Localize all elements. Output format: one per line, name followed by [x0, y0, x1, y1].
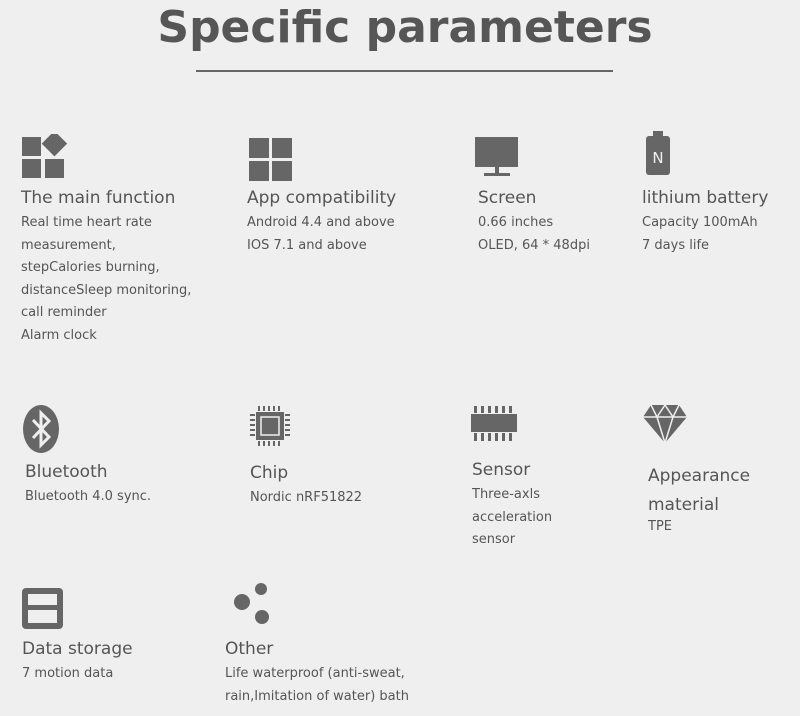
storage-icon	[22, 588, 64, 630]
svg-text:N: N	[652, 149, 664, 167]
sensor-icon	[471, 406, 519, 442]
chip-icon	[250, 406, 290, 446]
param-name: Appearance material	[648, 466, 751, 515]
param-desc: 0.66 inches OLED, 64 * 48dpi	[478, 215, 590, 253]
param-desc: Android 4.4 and above IOS 7.1 and above	[247, 215, 395, 253]
param-desc: Capacity 100mAh 7 days life	[642, 215, 758, 253]
param-desc: TPE	[648, 519, 672, 534]
param-desc: Bluetooth 4.0 sync.	[25, 489, 152, 504]
param-name: Data storage	[22, 639, 133, 659]
param-name: App compatibility	[247, 188, 397, 208]
widgets-icon	[21, 134, 67, 180]
param-name: lithium battery	[642, 188, 769, 208]
param-desc: Real time heart rate measurement, stepCalories burning, distanceSleep monitoring, call reminder Alarm clock	[21, 215, 192, 343]
bluetooth-icon	[22, 404, 62, 454]
param-desc: Nordic nRF51822	[250, 490, 363, 505]
param-name: The main function	[21, 188, 176, 208]
monitor-icon	[475, 137, 519, 179]
param-name: Screen	[478, 188, 537, 208]
battery-icon	[645, 131, 673, 177]
param-name: Sensor	[472, 460, 531, 480]
page-title: Specific parameters	[157, 2, 653, 53]
param-name: Other	[225, 639, 274, 659]
param-desc: Three-axls acceleration sensor	[472, 487, 553, 547]
param-desc: 7 motion data	[22, 666, 114, 681]
title-underline	[196, 70, 613, 72]
param-name: Chip	[250, 463, 289, 483]
grid-icon	[249, 138, 293, 182]
param-desc: Life waterproof (anti-sweat, rain,Imitation of water) bath	[225, 666, 409, 704]
param-name: Bluetooth	[25, 462, 108, 482]
dots-icon	[232, 582, 274, 626]
diamond-icon	[642, 404, 688, 444]
